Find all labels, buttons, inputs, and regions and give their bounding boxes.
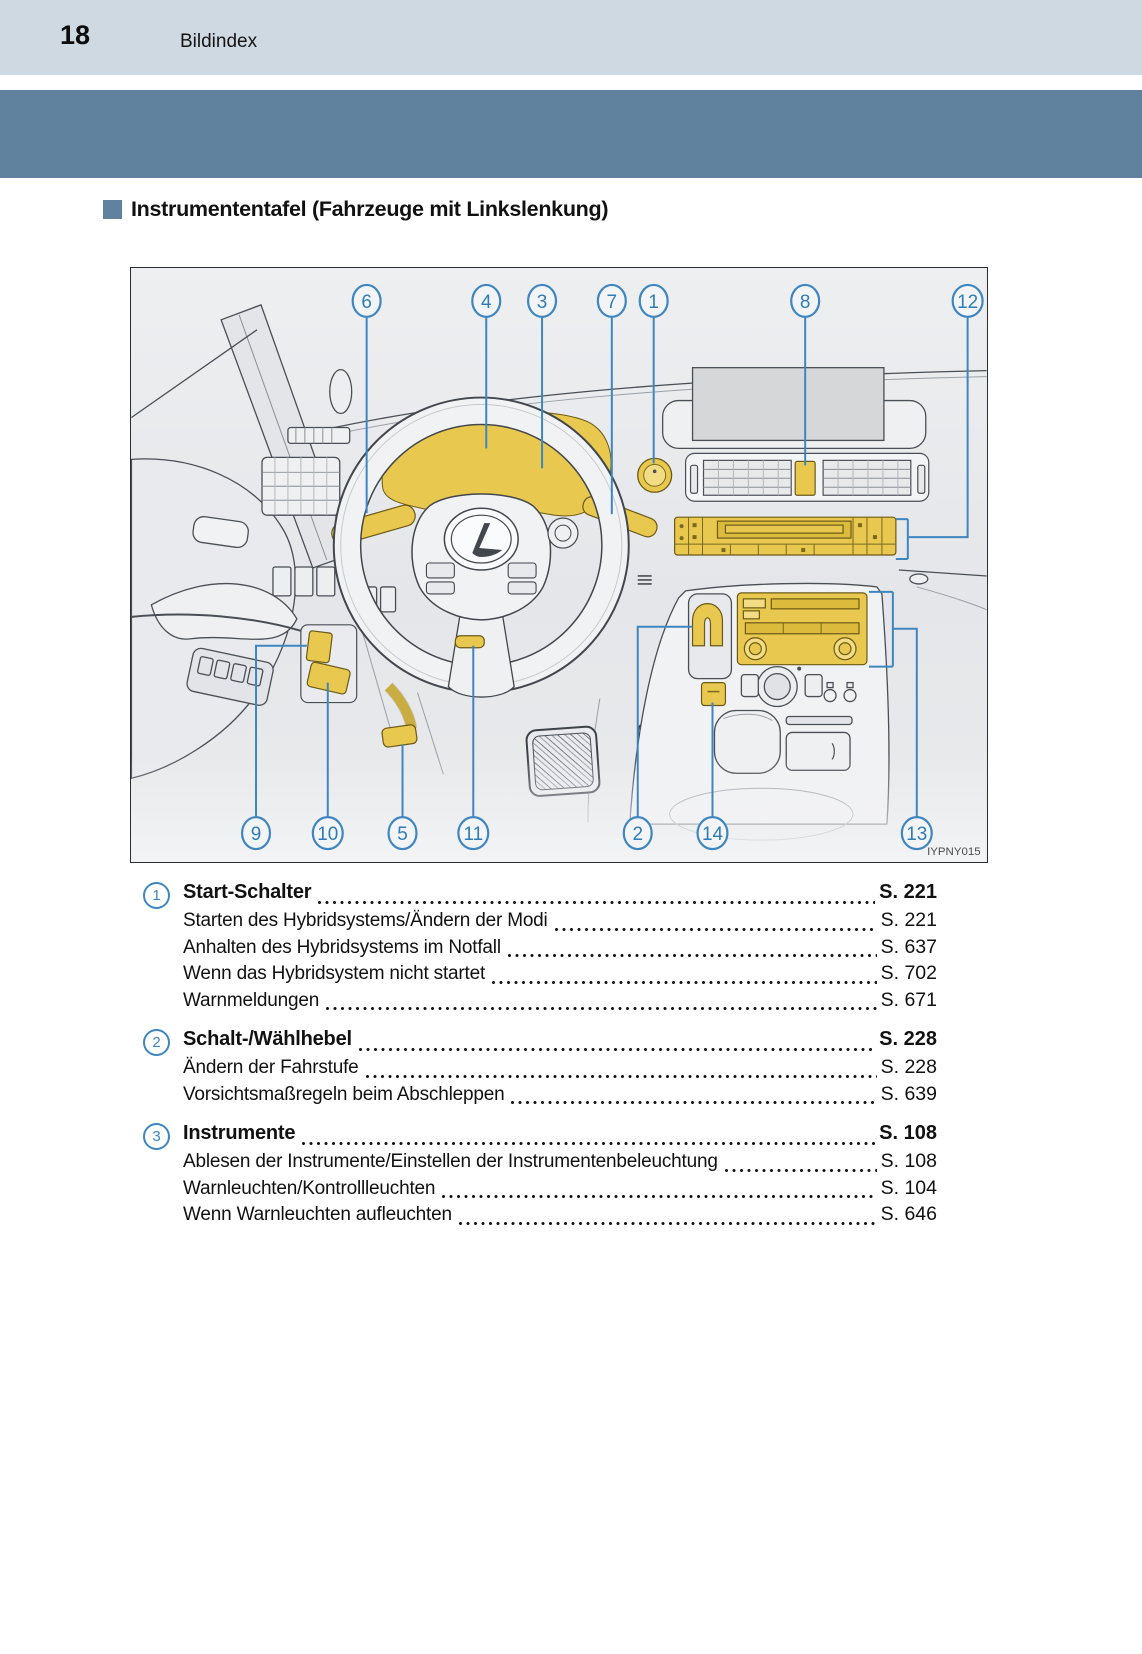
page-header-band: [0, 0, 1142, 75]
sub-entry-label: Wenn Warnleuchten aufleuchten: [183, 1204, 452, 1225]
callout-1: 1: [648, 291, 659, 313]
start-switch-highlight: [638, 458, 672, 492]
sub-entry-label: Warnleuchten/Kontrollleuchten: [183, 1177, 436, 1199]
callout-8: 8: [799, 291, 811, 313]
item-title: Instrumente: [183, 1122, 296, 1144]
sub-entry-label: Anhalten des Hybridsystems im Notfall: [183, 936, 501, 958]
dot-leader: [507, 952, 877, 958]
dot-leader: [491, 979, 877, 985]
callout-13: 13: [906, 824, 928, 846]
dot-leader: [301, 1140, 875, 1146]
steering-lock-lever-highlight: [455, 636, 484, 648]
page-number: 18: [60, 20, 91, 50]
sub-entry-label: Vorsichtsmaßregeln beim Abschleppen: [183, 1083, 505, 1105]
callout-2: 2: [632, 824, 644, 846]
square-bullet-icon: [103, 200, 122, 219]
knee-switch-panel: [301, 625, 357, 703]
item-title: Start-Schalter: [183, 881, 312, 903]
audio-panel-highlight: [675, 517, 896, 555]
sub-entry-label: Warnmeldungen: [183, 989, 320, 1011]
picture-index-list: [143, 881, 937, 1243]
index-item-3: [143, 1122, 937, 1230]
sub-entry-page-ref: S. 104: [880, 1176, 937, 1199]
item-page-ref: S. 228: [879, 1028, 937, 1050]
callout-11: 11: [463, 824, 484, 846]
sub-entry-page-ref: S. 637: [880, 935, 937, 958]
sub-entry-page-ref: S. 646: [880, 1203, 937, 1225]
sub-entry-label: Wenn das Hybridsystem nicht startet: [183, 963, 486, 984]
climate-panel-highlight: [737, 593, 867, 665]
sub-entry-page-ref: S. 108: [880, 1150, 937, 1172]
callout-3: 3: [536, 291, 548, 313]
item-number-badge: 1: [143, 882, 170, 909]
sub-entry-page-ref: S. 702: [880, 962, 937, 984]
callout-4: 4: [480, 291, 492, 313]
sub-entry-label: Ändern der Fahrstufe: [183, 1057, 359, 1078]
callout-9: 9: [250, 824, 262, 846]
hazard-switch-highlight: [795, 461, 815, 495]
section-heading: [103, 197, 608, 222]
dot-leader: [458, 1220, 877, 1226]
dot-leader: [441, 1193, 876, 1199]
callout-6: 6: [361, 291, 372, 313]
item-number-badge: 3: [143, 1123, 170, 1150]
center-air-vents: [686, 453, 929, 501]
figure-code: IYPNY015: [927, 846, 981, 859]
dot-leader: [325, 1005, 877, 1011]
sub-entry-label: Ablesen der Instrumente/Einstellen der Instrumentenbeleuchtung: [183, 1151, 718, 1172]
sub-entry-page-ref: S. 671: [880, 988, 937, 1011]
index-item-2: [143, 1028, 937, 1109]
callout-14: 14: [701, 824, 724, 846]
dot-leader: [358, 1046, 875, 1052]
sub-entry-page-ref: S. 228: [880, 1056, 937, 1078]
callout-10: 10: [317, 824, 339, 846]
section-title: Instrumententafel (Fahrzeuge mit Linkslenkung): [131, 197, 609, 221]
item-page-ref: S. 221: [879, 881, 937, 903]
callout-5: 5: [397, 824, 408, 846]
switch-9-highlight: [306, 631, 332, 663]
item-page-ref: S. 108: [879, 1122, 937, 1144]
sub-entry-page-ref: S. 221: [880, 909, 937, 931]
sub-entry-page-ref: S. 639: [880, 1082, 937, 1105]
dot-leader: [554, 926, 877, 932]
dashboard-figure: [130, 267, 988, 863]
callout-12: 12: [957, 291, 979, 313]
ev-mode-button-highlight: [702, 683, 726, 706]
item-number-badge: 2: [143, 1029, 170, 1056]
dot-leader: [317, 899, 875, 905]
item-title: Schalt-/Wählhebel: [183, 1028, 352, 1050]
chapter-title: Bildindex: [180, 31, 258, 52]
dot-leader: [724, 1167, 877, 1173]
dot-leader: [365, 1073, 877, 1079]
sub-entry-label: Starten des Hybridsystems/Ändern der Modi: [183, 910, 548, 931]
index-item-1: [143, 881, 937, 1015]
chapter-color-band: [0, 90, 1142, 178]
callout-7: 7: [606, 291, 618, 313]
dot-leader: [510, 1099, 876, 1105]
